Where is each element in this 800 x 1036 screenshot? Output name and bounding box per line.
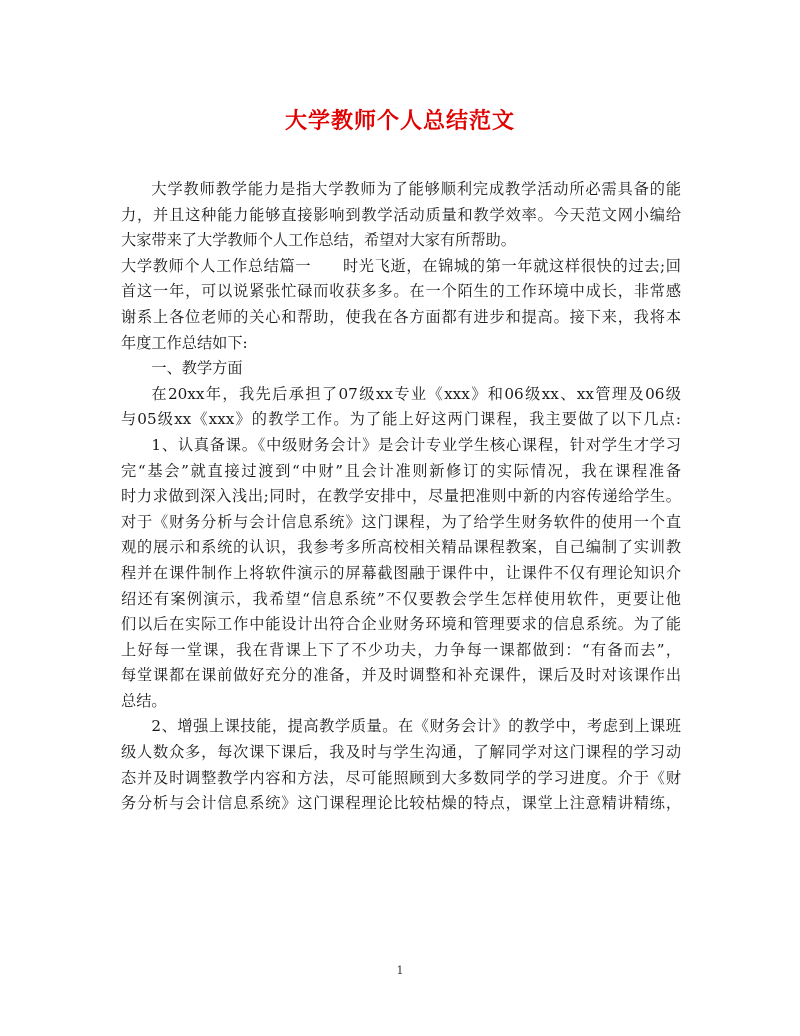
- text-line: 观的展示和系统的认识，我参考多所高校相关精品课程教案，自己编制了实训教: [121, 538, 681, 557]
- text-line: 级人数众多，每次课下课后，我及时与学生沟通，了解同学对这门课程的学习动: [121, 743, 681, 762]
- text-line: 1、认真备课。《中级财务会计》是会计专业学生核心课程，针对学生才学习: [151, 435, 681, 454]
- text-line: 一、教学方面: [151, 359, 243, 378]
- text-line: 程并在课件制作上将软件演示的屏幕截图融于课件中，让课件不仅有理论知识介: [121, 563, 681, 582]
- text-line: 总结。: [121, 691, 167, 710]
- text-line: 对于《财务分析与会计信息系统》这门课程，为了给学生财务软件的使用一个直: [121, 512, 681, 531]
- text-line: 大家带来了大学教师个人工作总结，希望对大家有所帮助。: [121, 231, 516, 250]
- text-line: 大学教师个人工作总结篇一 时光飞逝，在锦城的第一年就这样很快的过去;回: [121, 256, 681, 275]
- document-body: [121, 177, 681, 817]
- text-line: 2、增强上课技能，提高教学质量。在《财务会计》的教学中，考虑到上课班: [151, 717, 681, 736]
- page-number: 1: [396, 964, 404, 977]
- text-line: 时力求做到深入浅出;同时，在教学安排中，尽量把准则中新的内容传递给学生。: [121, 487, 681, 506]
- text-line: 谢系上各位老师的关心和帮助，使我在各方面都有进步和提高。接下来，我将本: [121, 307, 681, 326]
- text-line: 上好每一堂课，我在背课上下了不少功夫，力争每一课都做到：“有备而去”，: [121, 640, 681, 659]
- text-line: 力，并且这种能力能够直接影响到教学活动质量和教学效率。今天范文网小编给: [121, 205, 681, 224]
- text-line: 每堂课都在课前做好充分的准备，并及时调整和补充课件，课后及时对该课作出: [121, 666, 681, 685]
- text-line: 大学教师教学能力是指大学教师为了能够顺利完成教学活动所必需具备的能: [151, 180, 681, 198]
- text-line: 年度工作总结如下:: [121, 333, 248, 352]
- text-line: 在20xx年，我先后承担了07级xx专业《xxx》和06级xx、xx管理及06级: [151, 384, 681, 403]
- text-line: 绍还有案例演示，我希望“信息系统”不仅要教会学生怎样使用软件，更要让他: [121, 589, 681, 608]
- text-line: 务分析与会计信息系统》这门课程理论比较枯燥的特点，课堂上注意精讲精练，: [121, 794, 681, 813]
- text-line: 态并及时调整教学内容和方法，尽可能照顾到大多数同学的学习进度。介于《财: [121, 768, 681, 787]
- text-line: 首这一年，可以说紧张忙碌而收获多多。在一个陌生的工作环境中成长，非常感: [121, 282, 681, 301]
- document-title: 大学教师个人总结范文: [284, 108, 515, 134]
- text-line: 与05级xx《xxx》的教学工作。为了能上好这两门课程，我主要做了以下几点:: [121, 410, 681, 429]
- text-line: 完“基会”就直接过渡到“中财”且会计准则新修订的实际情况，我在课程准备: [121, 461, 681, 480]
- text-line: 们以后在实际工作中能设计出符合企业财务环境和管理要求的信息系统。为了能: [121, 615, 681, 634]
